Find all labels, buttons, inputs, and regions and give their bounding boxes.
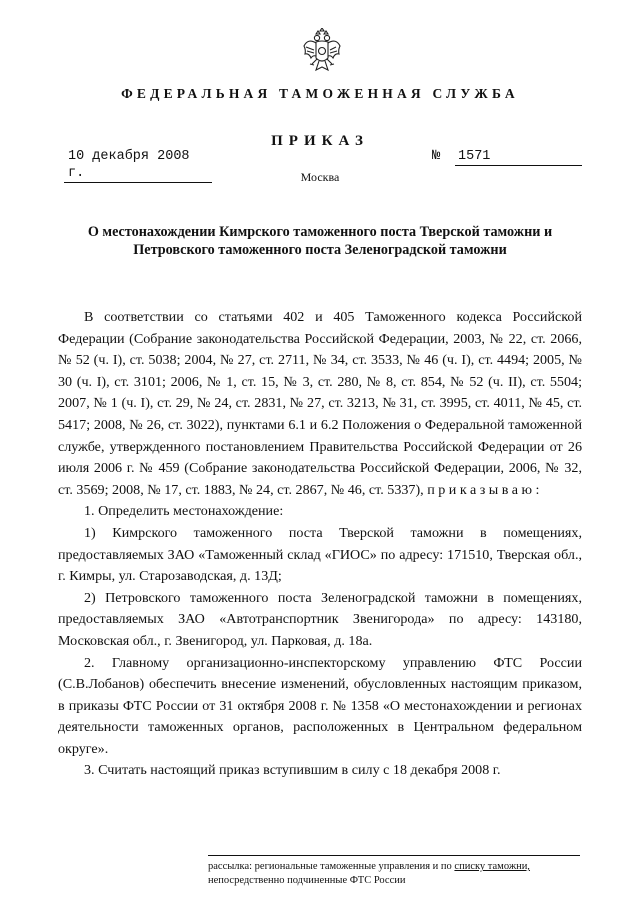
item-3: 3. Считать настоящий приказ вступившим в силу с 18 декабря 2008 г. xyxy=(84,762,501,779)
document-type: ПРИКАЗ xyxy=(271,133,369,149)
document-body xyxy=(58,307,582,782)
distribution-line-2: непосредственно подчиненные ФТС России xyxy=(208,875,406,886)
agency-name: ФЕДЕРАЛЬНАЯ ТАМОЖЕННАЯ СЛУЖБА xyxy=(121,86,519,101)
item-1: 1. Определить местонахождение: xyxy=(84,503,284,520)
preamble-paragraph xyxy=(58,307,582,501)
subject-line-1: О местонахождении Кимрского таможенного поста Тверской таможни и xyxy=(87,224,553,240)
preamble-text: В соответствии со статьями 402 и 405 Таможенного кодекса Российской Федерации (Собрание законодательства Российской Федерации, 2003, № 22, ст. 2066, № 52 (ч. I), ст. 5038; 2004, № 27, ст. 2711, № 34, ст. 3533, № 46 (ч. I), ст. 4494; 2005, № 30 (ч. I), ст. 3101; 2006, № 1, ст. 15, № 3, ст. 280, № 8, ст. 854, № 52 (ч. II), ст. 5504; 2007, № 1 (ч. I), ст. 29, № 24, ст. 2831, № 27, ст. 3213, № 31, ст. 3995, ст. 4011, № 45, ст. 5417; 2008, № 26, ст. 3022), пунктами 6.1 и 6.2 Положения о Федеральной таможенной службе, утвержденного постановлением Правительства Российской Федерации от 26 июля 2006 г. № 459 (Собрание законодательства Российской Федерации, 2006, № 32, ст. 3569; 2008, № 17, ст. 1883, № 24, ст. 2867, № 46, ст. 5337), xyxy=(58,309,582,498)
item-2: 2. Главному организационно-инспекторскому управлению ФТС России (С.В.Лобанов) обеспечить внесение изменений, обусловленных настоящим приказом, в приказы ФТС России от 31 октября 2008 г. № 1358 «О местонахождении и регионах деятельности таможенных органов, расположенных в Центральном федеральном округе». xyxy=(58,654,582,757)
subject-line-2: Петровского таможенного поста Зеленоградской таможни xyxy=(133,241,507,258)
document-subject xyxy=(70,224,570,259)
double-headed-eagle-icon xyxy=(302,28,342,80)
number-sign: № xyxy=(432,148,441,164)
document-number-block xyxy=(432,148,582,166)
distribution-note xyxy=(208,860,580,888)
distribution-prefix: рассылка: региональные таможенные управления и по xyxy=(208,861,452,872)
document-date: 10 декабря 2008 г. xyxy=(64,148,212,183)
item-1-2: 2) Петровского таможенного поста Зеленоградской таможни в помещениях, предоставляемых ЗАО «Автотранспортник Звенигорода» по адресу: 143180, Московская обл., г. Звенигород, ул. Парковая, д. 18а. xyxy=(58,589,582,649)
footer-divider xyxy=(208,855,580,856)
document-city: Москва xyxy=(300,170,340,184)
order-word: приказываю: xyxy=(427,481,543,498)
document-number: 1571 xyxy=(455,148,582,166)
item-1-1: 1) Кимрского таможенного поста Тверской таможни в помещениях, предоставляемых ЗАО «Таможенный склад «ГИОС» по адресу: 171510, Тверская обл., г. Кимры, ул. Старозаводская, д. 13Д; xyxy=(58,524,582,585)
distribution-line-1 xyxy=(208,860,580,874)
distribution-link: списку таможни, xyxy=(454,861,530,872)
